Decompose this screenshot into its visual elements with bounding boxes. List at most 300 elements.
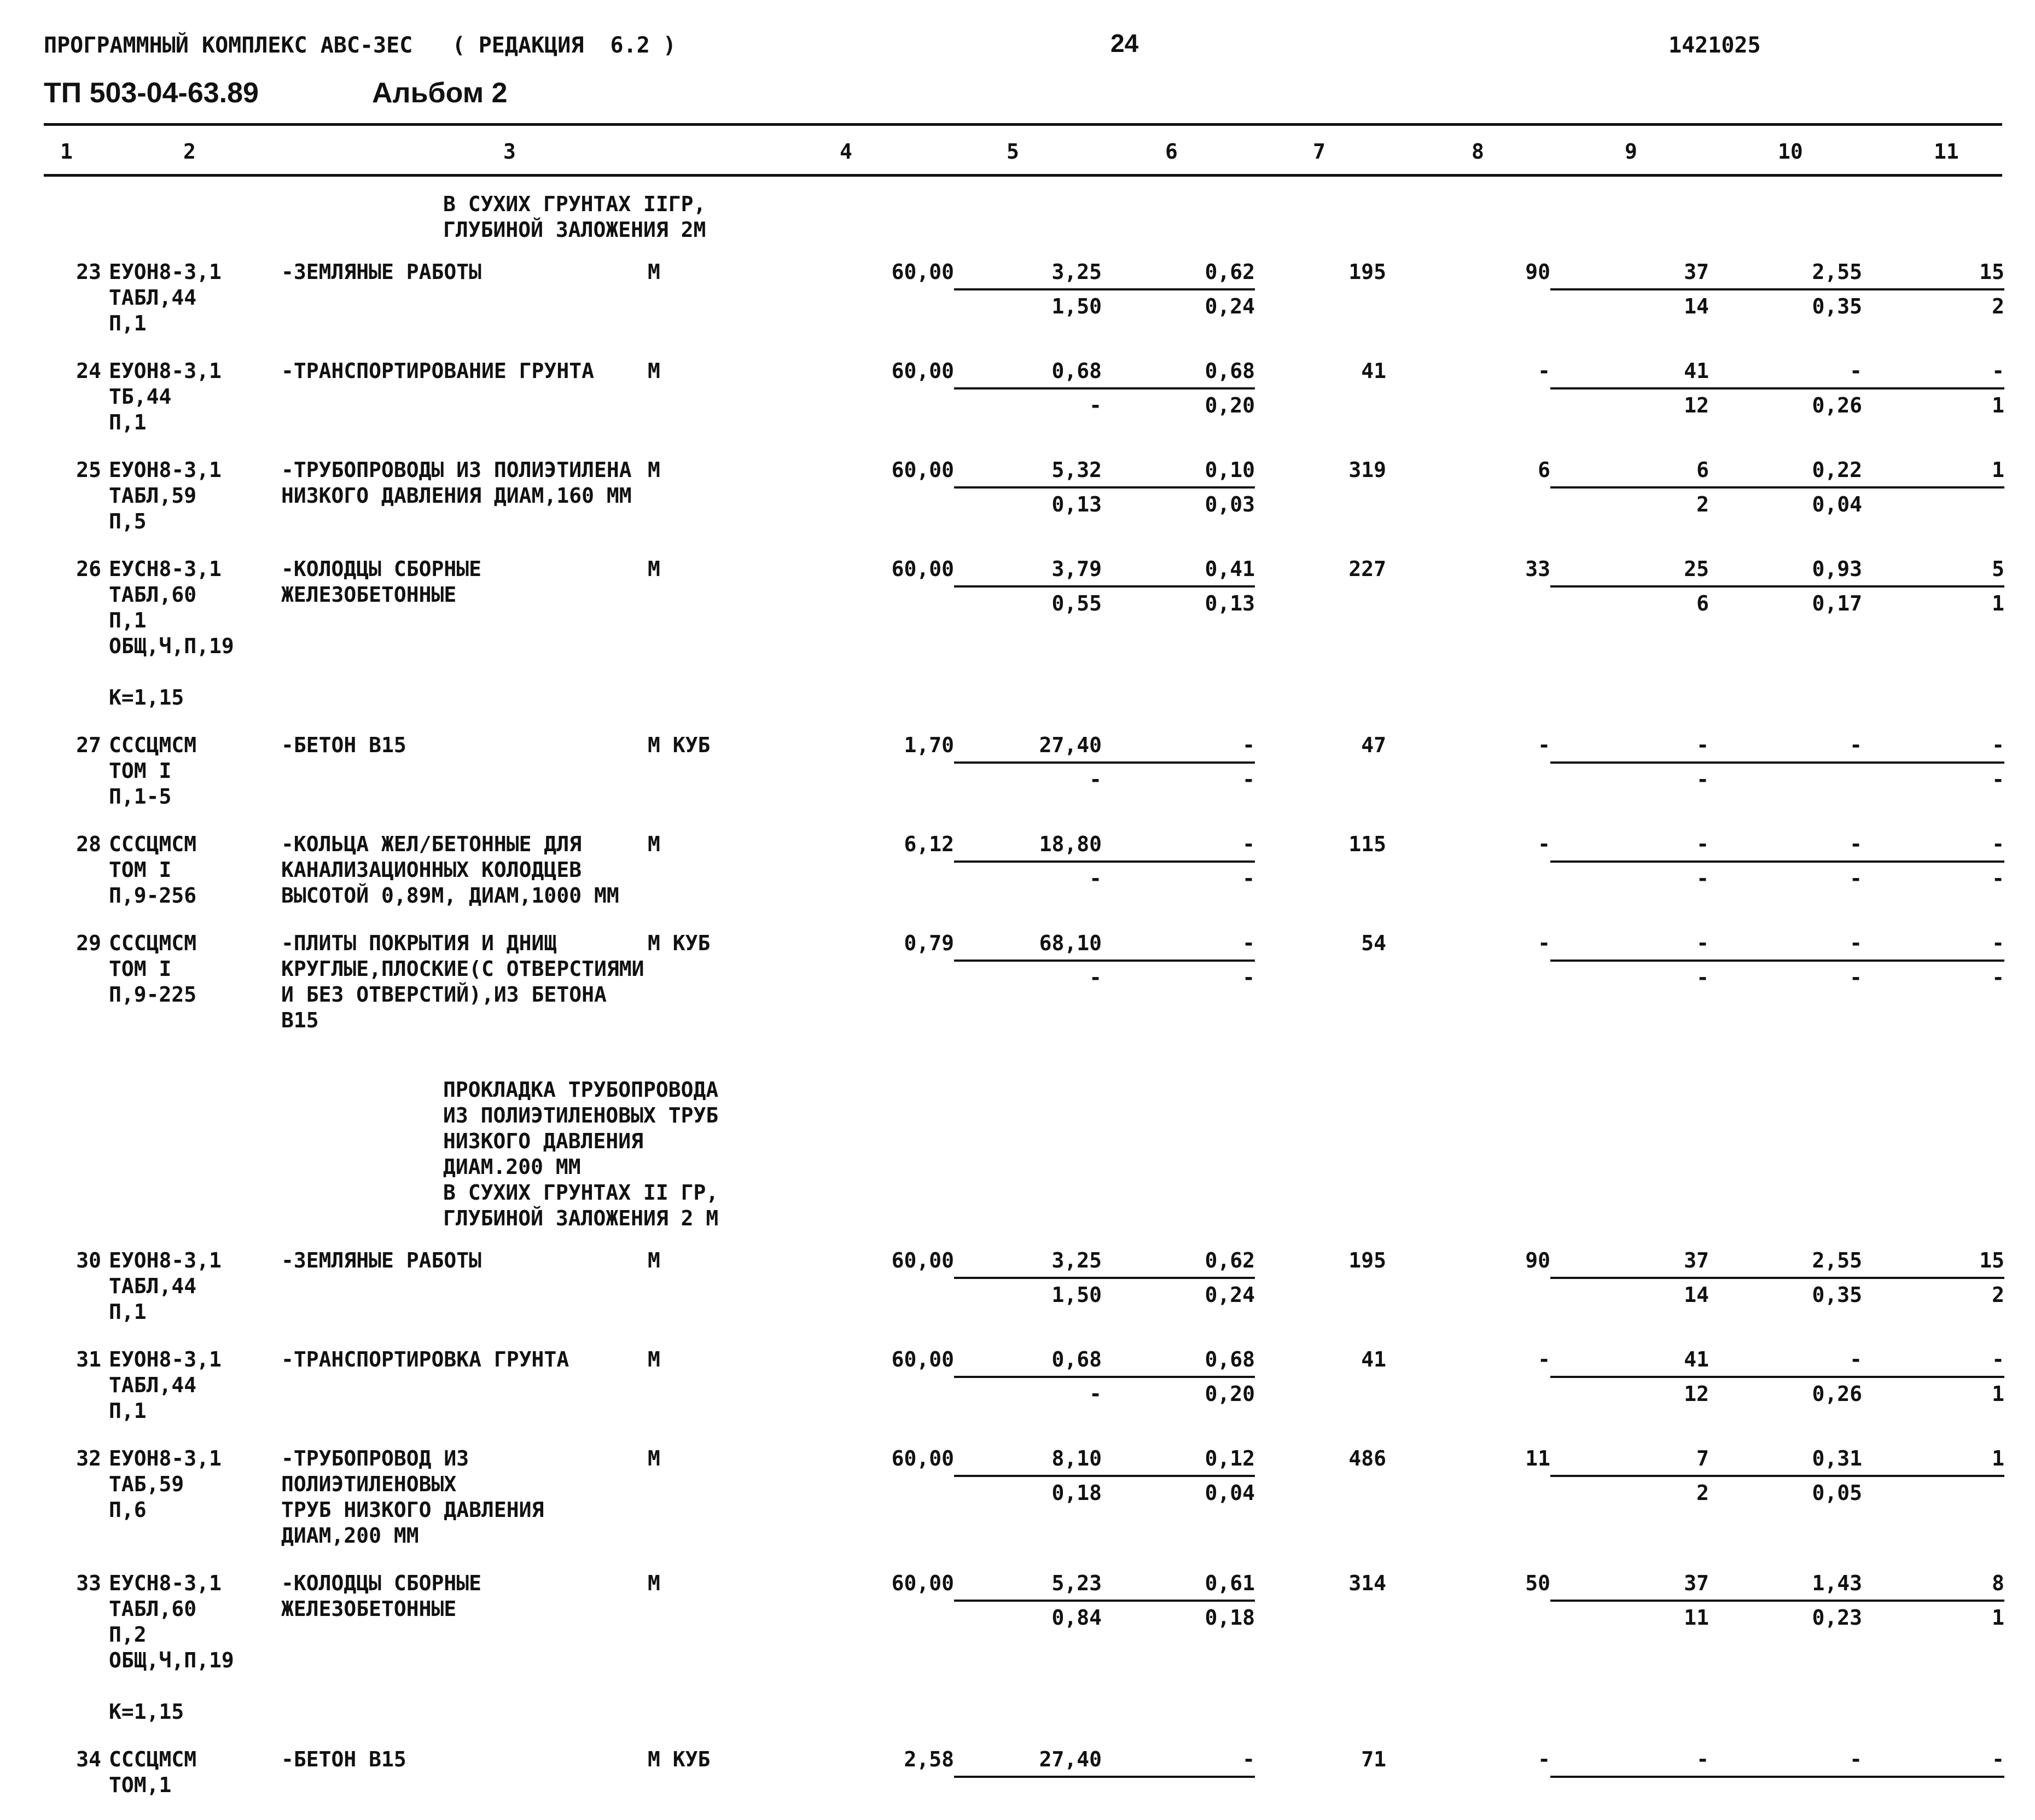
labor-hours bbox=[1709, 831, 1862, 892]
total-wage: 6 bbox=[1538, 458, 1550, 482]
unit-cost-bottom: 0,55 bbox=[1051, 591, 1102, 615]
document-code: 1421025 bbox=[1668, 33, 1761, 58]
project-code: ТП 503-04-63.89 bbox=[44, 77, 259, 109]
norm-code: ЕУОН8-3,1 ТАБ,59 П,6 bbox=[109, 1446, 222, 1522]
work-name: -ЗЕМЛЯНЫЕ РАБОТЫ bbox=[281, 1248, 482, 1272]
total-cost: 41 bbox=[1361, 1347, 1386, 1371]
total-wage: - bbox=[1538, 832, 1550, 856]
labor-hours-bottom: 0,26 bbox=[1812, 1382, 1862, 1406]
labor-total bbox=[1862, 259, 2004, 319]
page-number: 24 bbox=[1110, 29, 1139, 57]
labor-hours-bottom: 0,05 bbox=[1812, 1481, 1862, 1505]
machine-cost-bottom: - bbox=[1696, 867, 1709, 891]
machine-cost-top: 7 bbox=[1550, 1446, 1709, 1477]
total-wage: - bbox=[1538, 359, 1550, 383]
unit-cost-bottom: - bbox=[1089, 966, 1102, 990]
table-row bbox=[0, 1747, 2035, 1798]
machine-cost-bottom: 14 bbox=[1684, 294, 1709, 318]
labor-hours-bottom: - bbox=[1850, 966, 1862, 990]
labor-total-top: - bbox=[1862, 1347, 2004, 1378]
labor-total-top: 1 bbox=[1862, 457, 2004, 489]
labor-total bbox=[1862, 457, 2004, 492]
labor-total-top: 5 bbox=[1862, 556, 2004, 588]
labor-total-top: 8 bbox=[1862, 1571, 2004, 1602]
labor-hours bbox=[1709, 1347, 1862, 1407]
labor-hours-bottom: 0,17 bbox=[1812, 591, 1862, 615]
labor-total bbox=[1862, 1747, 2004, 1781]
unit-cost-top: 3,25 bbox=[954, 259, 1102, 290]
labor-total bbox=[1862, 931, 2004, 991]
machine-cost bbox=[1550, 1571, 1709, 1631]
machine-cost bbox=[1550, 1747, 1709, 1781]
col-6: 6 bbox=[1165, 139, 1178, 164]
row-gap bbox=[0, 909, 2035, 931]
labor-hours-bottom: 0,26 bbox=[1812, 393, 1862, 417]
labor-hours-top: 2,55 bbox=[1709, 259, 1862, 290]
unit-cost-bottom: 0,18 bbox=[1051, 1481, 1102, 1505]
unit-wage-bottom: 0,20 bbox=[1205, 393, 1255, 417]
machine-cost-top: - bbox=[1550, 831, 1709, 863]
total-wage: 11 bbox=[1525, 1446, 1550, 1470]
col-5: 5 bbox=[1007, 139, 1019, 164]
quantity: 60,00 bbox=[891, 1446, 954, 1470]
unit-cost-bottom: - bbox=[1089, 867, 1102, 891]
row-gap bbox=[0, 810, 2035, 831]
unit-cost-top: 27,40 bbox=[954, 732, 1102, 764]
unit: М КУБ bbox=[648, 1747, 711, 1771]
labor-total-bottom: 2 bbox=[1992, 1283, 2004, 1307]
labor-hours bbox=[1709, 1571, 1862, 1631]
unit-wage-bottom: - bbox=[1242, 966, 1255, 990]
unit: М bbox=[648, 458, 660, 482]
unit-cost bbox=[954, 831, 1102, 892]
row-gap bbox=[0, 1549, 2035, 1571]
unit: М bbox=[648, 557, 660, 581]
unit: М bbox=[648, 1571, 660, 1595]
labor-total bbox=[1862, 1347, 2004, 1407]
machine-cost-bottom: 6 bbox=[1696, 591, 1709, 615]
col-7: 7 bbox=[1313, 139, 1325, 164]
machine-cost bbox=[1550, 1248, 1709, 1308]
table-row bbox=[0, 358, 2035, 435]
work-name: -БЕТОН В15 bbox=[281, 1747, 406, 1771]
labor-hours-bottom: 0,23 bbox=[1812, 1606, 1862, 1630]
unit-wage-top: 0,62 bbox=[1102, 259, 1255, 290]
unit: М bbox=[648, 260, 660, 284]
work-name: -КОЛЬЦА ЖЕЛ/БЕТОННЫЕ ДЛЯ КАНАЛИЗАЦИОННЫХ КОЛОДЦЕВ ВЫСОТОЙ 0,89М, ДИАМ,1000 ММ bbox=[281, 832, 619, 908]
unit-wage-top: 0,12 bbox=[1102, 1446, 1255, 1477]
machine-cost-bottom: - bbox=[1696, 966, 1709, 990]
unit-wage-bottom: 0,03 bbox=[1205, 492, 1255, 516]
machine-cost-bottom: 11 bbox=[1684, 1606, 1709, 1630]
labor-total bbox=[1862, 1446, 2004, 1480]
unit-cost bbox=[954, 358, 1102, 418]
labor-total-top: 15 bbox=[1862, 1248, 2004, 1279]
unit-cost bbox=[954, 1347, 1102, 1407]
unit-wage bbox=[1102, 1571, 1255, 1631]
machine-cost-top: - bbox=[1550, 732, 1709, 764]
unit-wage-bottom: - bbox=[1242, 867, 1255, 891]
unit-wage bbox=[1102, 457, 1255, 517]
quantity: 60,00 bbox=[891, 260, 954, 284]
unit-wage-bottom: 0,20 bbox=[1205, 1382, 1255, 1406]
labor-total bbox=[1862, 358, 2004, 418]
labor-hours-top: 0,93 bbox=[1709, 556, 1862, 588]
total-cost: 486 bbox=[1348, 1446, 1386, 1470]
norm-code: ЕУОН8-3,1 ТАБЛ,44 П,1 bbox=[109, 260, 222, 335]
labor-total-bottom: 1 bbox=[1992, 1382, 2004, 1406]
labor-hours-top: 2,55 bbox=[1709, 1248, 1862, 1279]
unit-wage-top: - bbox=[1102, 931, 1255, 962]
machine-cost bbox=[1550, 457, 1709, 517]
unit-cost-bottom: 1,50 bbox=[1051, 1283, 1102, 1307]
labor-hours bbox=[1709, 358, 1862, 418]
unit-cost-bottom: - bbox=[1089, 393, 1102, 417]
labor-total-top: 15 bbox=[1862, 259, 2004, 290]
unit-cost bbox=[954, 1747, 1102, 1781]
rows-group-a bbox=[0, 259, 2035, 1055]
unit-cost-top: 27,40 bbox=[954, 1747, 1102, 1778]
quantity: 60,00 bbox=[891, 458, 954, 482]
labor-hours-top: 0,31 bbox=[1709, 1446, 1862, 1477]
quantity: 0,79 bbox=[904, 931, 954, 955]
quantity: 60,00 bbox=[891, 557, 954, 581]
unit-wage bbox=[1102, 732, 1255, 793]
unit-wage-top: 0,68 bbox=[1102, 358, 1255, 389]
labor-hours-top: 1,43 bbox=[1709, 1571, 1862, 1602]
unit-cost-top: 8,10 bbox=[954, 1446, 1102, 1477]
table-row bbox=[0, 1571, 2035, 1725]
unit-wage-top: 0,61 bbox=[1102, 1571, 1255, 1602]
labor-hours bbox=[1709, 931, 1862, 991]
work-name: -КОЛОДЦЫ СБОРНЫЕ ЖЕЛЕЗОБЕТОННЫЕ bbox=[281, 557, 482, 607]
unit-cost-top: 0,68 bbox=[954, 1347, 1102, 1378]
unit-wage-top: - bbox=[1102, 831, 1255, 863]
norm-code: СССЦМСМ ТОМ,1 bbox=[109, 1747, 197, 1797]
row-gap bbox=[0, 1424, 2035, 1446]
labor-total-bottom: - bbox=[1992, 867, 2004, 891]
labor-hours-top: - bbox=[1709, 831, 1862, 863]
unit-cost-bottom: - bbox=[1089, 1382, 1102, 1406]
labor-total bbox=[1862, 831, 2004, 892]
row-number: 29 bbox=[76, 931, 101, 955]
labor-total-bottom: 1 bbox=[1992, 393, 2004, 417]
machine-cost-top: 41 bbox=[1550, 1347, 1709, 1378]
machine-cost-top: - bbox=[1550, 931, 1709, 962]
row-number: 34 bbox=[76, 1747, 101, 1771]
work-name: -КОЛОДЦЫ СБОРНЫЕ ЖЕЛЕЗОБЕТОННЫЕ bbox=[281, 1571, 482, 1621]
labor-total bbox=[1862, 732, 2004, 793]
column-numbers bbox=[0, 139, 2035, 167]
machine-cost-bottom: 12 bbox=[1684, 393, 1709, 417]
labor-hours bbox=[1709, 457, 1862, 517]
total-wage: - bbox=[1538, 733, 1550, 757]
unit: М КУБ bbox=[648, 931, 711, 955]
total-cost: 47 bbox=[1361, 733, 1386, 757]
labor-total-top: - bbox=[1862, 1747, 2004, 1778]
labor-total-bottom: - bbox=[1992, 966, 2004, 990]
machine-cost bbox=[1550, 1446, 1709, 1506]
total-cost: 227 bbox=[1348, 557, 1386, 581]
table-row bbox=[0, 457, 2035, 534]
labor-total bbox=[1862, 1571, 2004, 1631]
row-gap bbox=[0, 1798, 2035, 1820]
col-9: 9 bbox=[1625, 139, 1637, 164]
work-name: -ТРУБОПРОВОДЫ ИЗ ПОЛИЭТИЛЕНА НИЗКОГО ДАВЛЕНИЯ ДИАМ,160 ММ bbox=[281, 458, 632, 508]
table-row bbox=[0, 831, 2035, 909]
unit-wage bbox=[1102, 1248, 1255, 1308]
total-cost: 195 bbox=[1348, 260, 1386, 284]
work-name: -ТРАНСПОРТИРОВАНИЕ ГРУНТА bbox=[281, 359, 594, 383]
work-name: -БЕТОН В15 bbox=[281, 733, 406, 757]
total-cost: 314 bbox=[1348, 1571, 1386, 1595]
table-row bbox=[0, 556, 2035, 711]
unit-wage-top: 0,68 bbox=[1102, 1347, 1255, 1378]
table-header-rule bbox=[44, 174, 2002, 177]
unit-wage-top: 0,41 bbox=[1102, 556, 1255, 588]
unit: М bbox=[648, 1347, 660, 1371]
unit-cost-top: 18,80 bbox=[954, 831, 1102, 863]
norm-code: ЕУОН8-3,1 ТБ,44 П,1 bbox=[109, 359, 222, 434]
row-number: 24 bbox=[76, 359, 101, 383]
labor-hours-bottom: 0,35 bbox=[1812, 1283, 1862, 1307]
unit-wage-bottom: 0,04 bbox=[1205, 1481, 1255, 1505]
quantity: 2,58 bbox=[904, 1747, 954, 1771]
row-number: 32 bbox=[76, 1446, 101, 1470]
labor-hours-top: 0,22 bbox=[1709, 457, 1862, 489]
machine-cost-top: - bbox=[1550, 1747, 1709, 1778]
row-number: 26 bbox=[76, 557, 101, 581]
norm-code: ЕУОН8-3,1 ТАБЛ,59 П,5 bbox=[109, 458, 222, 533]
quantity: 60,00 bbox=[891, 1347, 954, 1371]
labor-hours bbox=[1709, 259, 1862, 319]
album-label: Альбом 2 bbox=[372, 77, 508, 109]
norm-code: ЕУОН8-3,1 ТАБЛ,44 П,1 bbox=[109, 1347, 222, 1423]
work-name: -ПЛИТЫ ПОКРЫТИЯ И ДНИЩ КРУГЛЫЕ,ПЛОСКИЕ(С ОТВЕРСТИЯМИ И БЕЗ ОТВЕРСТИЙ),ИЗ БЕТОНА В15 bbox=[281, 931, 644, 1032]
total-wage: - bbox=[1538, 931, 1550, 955]
labor-total-top: - bbox=[1862, 931, 2004, 962]
unit-wage bbox=[1102, 831, 1255, 892]
labor-total-top: - bbox=[1862, 831, 2004, 863]
labor-hours-top: - bbox=[1709, 732, 1862, 764]
machine-cost-bottom: 2 bbox=[1696, 492, 1709, 516]
machine-cost-top: 37 bbox=[1550, 1248, 1709, 1279]
estimate-table bbox=[0, 186, 2035, 1820]
unit-cost bbox=[954, 1248, 1102, 1308]
total-cost: 54 bbox=[1361, 931, 1386, 955]
machine-cost-top: 41 bbox=[1550, 358, 1709, 389]
labor-total-top: - bbox=[1862, 358, 2004, 389]
work-name: -ЗЕМЛЯНЫЕ РАБОТЫ bbox=[281, 260, 482, 284]
unit: М КУБ bbox=[648, 733, 711, 757]
unit-wage-bottom: 0,24 bbox=[1205, 294, 1255, 318]
col-8: 8 bbox=[1472, 139, 1484, 164]
unit: М bbox=[648, 1248, 660, 1272]
labor-total-bottom: 1 bbox=[1992, 591, 2004, 615]
quantity: 60,00 bbox=[891, 1571, 954, 1595]
row-number: 33 bbox=[76, 1571, 101, 1595]
labor-hours bbox=[1709, 556, 1862, 617]
norm-code: ЕУСН8-3,1 ТАБЛ,60 П,1 ОБЩ,Ч,П,19 К=1,15 bbox=[109, 557, 234, 710]
col-4: 4 bbox=[840, 139, 852, 164]
unit-wage-top: - bbox=[1102, 732, 1255, 764]
unit-cost-top: 5,32 bbox=[954, 457, 1102, 489]
machine-cost bbox=[1550, 556, 1709, 617]
row-number: 30 bbox=[76, 1248, 101, 1272]
unit-wage-bottom: 0,18 bbox=[1205, 1606, 1255, 1630]
total-wage: - bbox=[1538, 1747, 1550, 1771]
row-gap bbox=[0, 711, 2035, 732]
unit: М bbox=[648, 1446, 660, 1470]
col-10: 10 bbox=[1778, 139, 1803, 164]
quantity: 60,00 bbox=[891, 1248, 954, 1272]
unit-cost bbox=[954, 1446, 1102, 1506]
unit-wage-bottom: 0,13 bbox=[1205, 591, 1255, 615]
labor-hours-top: - bbox=[1709, 358, 1862, 389]
machine-cost-bottom: - bbox=[1696, 767, 1709, 792]
norm-code: СССЦМСМ ТОМ I П,9-225 bbox=[109, 931, 197, 1007]
col-3: 3 bbox=[503, 139, 516, 164]
labor-total-top: 1 bbox=[1862, 1446, 2004, 1477]
machine-cost bbox=[1550, 732, 1709, 793]
program-title: ПРОГРАММНЫЙ КОМПЛЕКС АВС-3ЕС ( РЕДАКЦИЯ 6.2 ) bbox=[44, 33, 676, 58]
unit-cost bbox=[954, 1571, 1102, 1631]
row-number: 31 bbox=[76, 1347, 101, 1371]
machine-cost bbox=[1550, 931, 1709, 991]
table-row bbox=[0, 1347, 2035, 1424]
unit-cost-top: 68,10 bbox=[954, 931, 1102, 962]
machine-cost-top: 25 bbox=[1550, 556, 1709, 588]
labor-total-top: - bbox=[1862, 732, 2004, 764]
unit-wage bbox=[1102, 358, 1255, 418]
norm-code: СССЦМСМ ТОМ I П,1-5 bbox=[109, 733, 197, 809]
labor-hours-top: - bbox=[1709, 1747, 1862, 1778]
machine-cost-top: 6 bbox=[1550, 457, 1709, 489]
machine-cost bbox=[1550, 358, 1709, 418]
unit-cost-bottom: 0,13 bbox=[1051, 492, 1102, 516]
labor-hours-bottom: 0,35 bbox=[1812, 294, 1862, 318]
unit-cost-top: 3,25 bbox=[954, 1248, 1102, 1279]
machine-cost bbox=[1550, 831, 1709, 892]
machine-cost-bottom: 12 bbox=[1684, 1382, 1709, 1406]
unit-cost bbox=[954, 732, 1102, 793]
row-gap bbox=[0, 336, 2035, 358]
row-gap bbox=[0, 1033, 2035, 1055]
row-gap bbox=[0, 435, 2035, 457]
unit-wage-top: - bbox=[1102, 1747, 1255, 1778]
unit: М bbox=[648, 832, 660, 856]
row-number: 28 bbox=[76, 832, 101, 856]
total-cost: 115 bbox=[1348, 832, 1386, 856]
labor-hours-top: - bbox=[1709, 1347, 1862, 1378]
table-row bbox=[0, 732, 2035, 810]
machine-cost-bottom: 14 bbox=[1684, 1283, 1709, 1307]
unit-wage bbox=[1102, 556, 1255, 617]
unit-cost-bottom: 1,50 bbox=[1051, 294, 1102, 318]
unit-wage bbox=[1102, 1747, 1255, 1781]
table-top-rule bbox=[44, 123, 2002, 126]
row-number: 23 bbox=[76, 260, 101, 284]
machine-cost bbox=[1550, 1347, 1709, 1407]
machine-cost-top: 37 bbox=[1550, 259, 1709, 290]
row-gap bbox=[0, 1725, 2035, 1747]
total-wage: 33 bbox=[1525, 557, 1550, 581]
labor-total bbox=[1862, 556, 2004, 617]
row-number: 25 bbox=[76, 458, 101, 482]
labor-total bbox=[1862, 1248, 2004, 1308]
quantity: 1,70 bbox=[904, 733, 954, 757]
row-gap bbox=[0, 534, 2035, 556]
labor-hours bbox=[1709, 732, 1862, 767]
work-name: -ТРАНСПОРТИРОВКА ГРУНТА bbox=[281, 1347, 569, 1371]
unit: М bbox=[648, 359, 660, 383]
unit-cost bbox=[954, 556, 1102, 617]
total-wage: 90 bbox=[1525, 260, 1550, 284]
total-wage: 90 bbox=[1525, 1248, 1550, 1272]
total-cost: 195 bbox=[1348, 1248, 1386, 1272]
norm-code: ЕУОН8-3,1 ТАБЛ,44 П,1 bbox=[109, 1248, 222, 1324]
total-cost: 71 bbox=[1361, 1747, 1386, 1771]
unit-cost bbox=[954, 457, 1102, 517]
unit-cost bbox=[954, 931, 1102, 991]
col-1: 1 bbox=[60, 139, 73, 164]
unit-wage bbox=[1102, 259, 1255, 319]
row-number: 27 bbox=[76, 733, 101, 757]
labor-hours bbox=[1709, 1248, 1862, 1308]
rows-group-b bbox=[0, 1248, 2035, 1820]
labor-total-bottom: - bbox=[1992, 767, 2004, 792]
labor-total-bottom: 2 bbox=[1992, 294, 2004, 318]
unit-wage bbox=[1102, 931, 1255, 991]
labor-hours-bottom: - bbox=[1850, 867, 1862, 891]
labor-hours bbox=[1709, 1747, 1862, 1781]
norm-code: ЕУСН8-3,1 ТАБЛ,60 П,2 ОБЩ,Ч,П,19 К=1,15 bbox=[109, 1571, 234, 1724]
unit-cost-bottom: 0,84 bbox=[1051, 1606, 1102, 1630]
unit-wage bbox=[1102, 1347, 1255, 1407]
table-row bbox=[0, 1446, 2035, 1549]
table-row bbox=[0, 931, 2035, 1033]
labor-hours bbox=[1709, 1446, 1862, 1506]
col-2: 2 bbox=[183, 139, 196, 164]
row-gap bbox=[0, 1325, 2035, 1347]
table-row bbox=[0, 259, 2035, 336]
table-row bbox=[0, 1248, 2035, 1325]
unit-cost bbox=[954, 259, 1102, 319]
unit-cost-top: 3,79 bbox=[954, 556, 1102, 588]
col-11: 11 bbox=[1934, 139, 1959, 164]
machine-cost bbox=[1550, 259, 1709, 319]
section-heading-a: В СУХИХ ГРУНТАХ IIГР, ГЛУБИНОЙ ЗАЛОЖЕНИЯ 2М bbox=[443, 192, 706, 242]
total-wage: - bbox=[1538, 1347, 1550, 1371]
quantity: 6,12 bbox=[904, 832, 954, 856]
norm-code: СССЦМСМ ТОМ I П,9-256 bbox=[109, 832, 197, 908]
total-wage: 50 bbox=[1525, 1571, 1550, 1595]
total-cost: 319 bbox=[1348, 458, 1386, 482]
unit-wage bbox=[1102, 1446, 1255, 1506]
unit-wage-bottom: - bbox=[1242, 767, 1255, 792]
unit-cost-top: 5,23 bbox=[954, 1571, 1102, 1602]
total-cost: 41 bbox=[1361, 359, 1386, 383]
labor-total-bottom: 1 bbox=[1992, 1606, 2004, 1630]
machine-cost-bottom: 2 bbox=[1696, 1481, 1709, 1505]
machine-cost-top: 37 bbox=[1550, 1571, 1709, 1602]
labor-hours-bottom: 0,04 bbox=[1812, 492, 1862, 516]
unit-wage-top: 0,10 bbox=[1102, 457, 1255, 489]
unit-wage-bottom: 0,24 bbox=[1205, 1283, 1255, 1307]
unit-cost-top: 0,68 bbox=[954, 358, 1102, 389]
labor-hours-top: - bbox=[1709, 931, 1862, 962]
work-name: -ТРУБОПРОВОД ИЗ ПОЛИЭТИЛЕНОВЫХ ТРУБ НИЗКОГО ДАВЛЕНИЯ ДИАМ,200 ММ bbox=[281, 1446, 544, 1548]
